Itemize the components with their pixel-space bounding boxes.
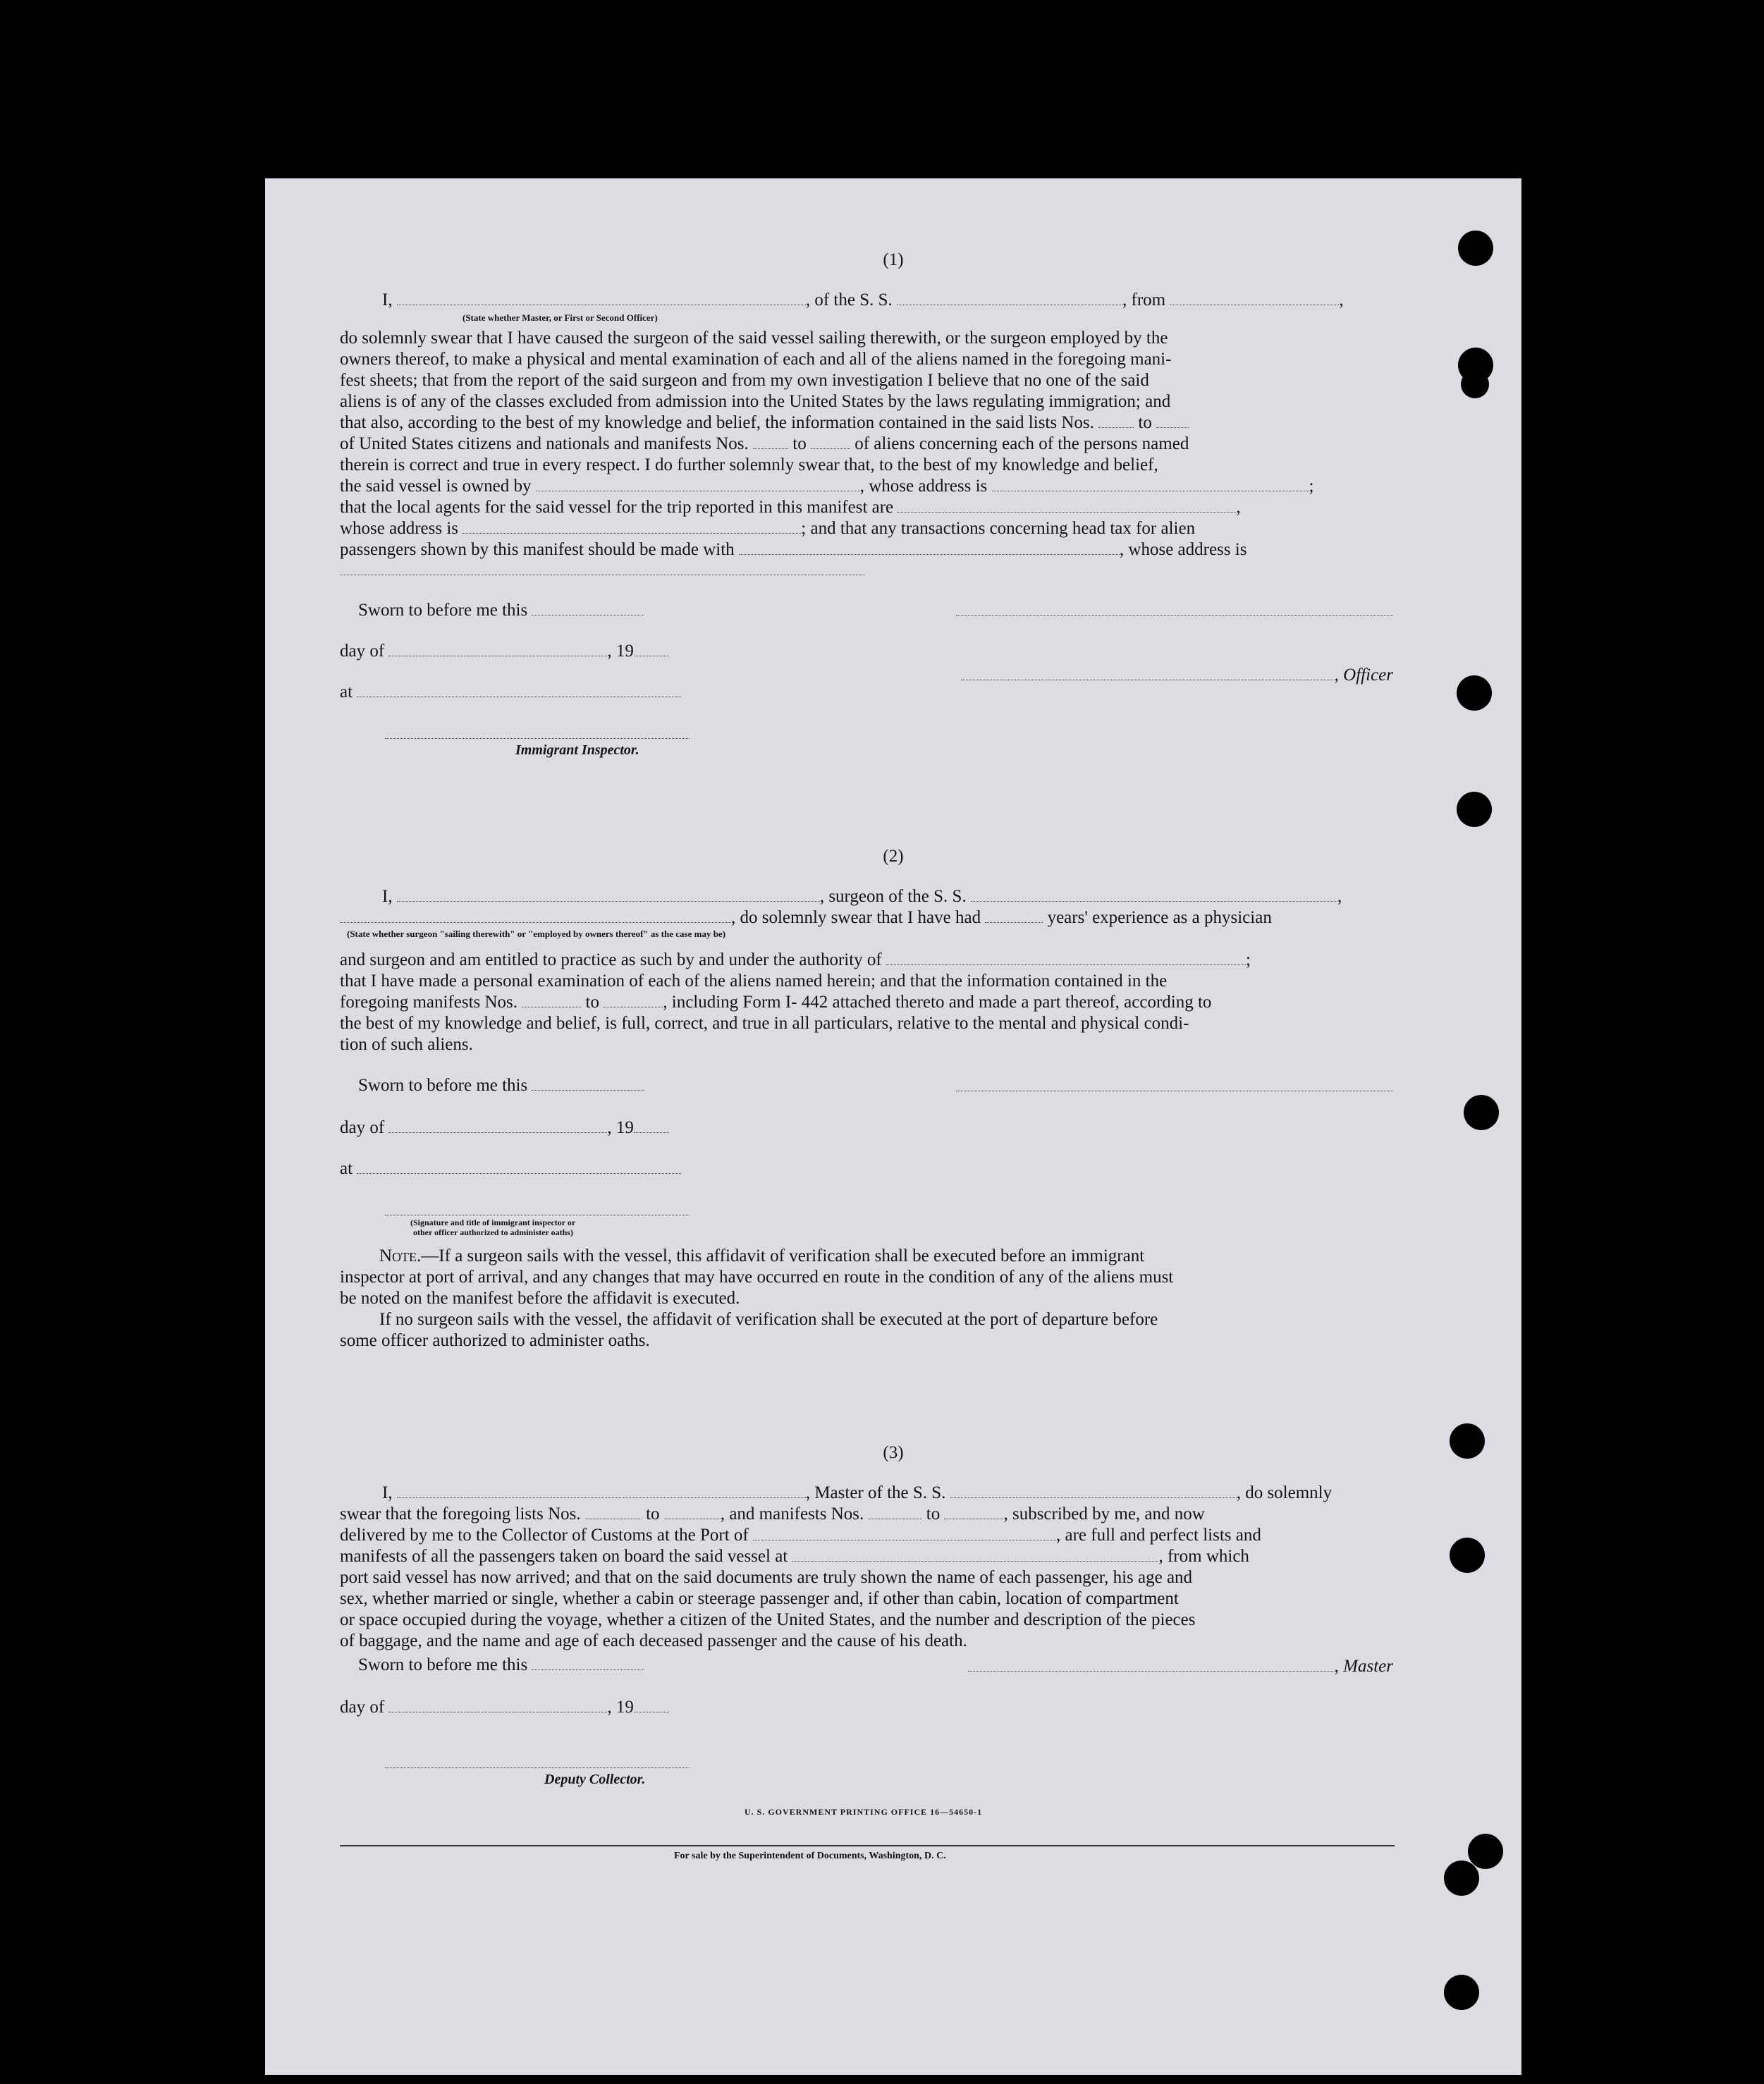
section-1-body: do solemnly swear that I have caused the surgeon of the said vessel sailing therewith, or the surgeon employed by the owners thereof, to make a physical and mental examination of each and all of the aliens named in the foregoing mani- fest sheets; that from the report of the said surgeon and from my own investigation I believe that no one of the said aliens is of any of the classes excluded from admission into the United States by the laws regulating immigration; and	[340, 329, 1172, 411]
punch-hole	[1444, 1975, 1479, 2010]
section-3-body: port said vessel has now arrived; and that on the said documents are truly shown the name of each passenger, his age and sex, whether married or single, whether a cabin or steerage passenger and, if other than cabin, location of compartment or space occupied during the voyage, whether a citizen of the United States, and the number and description of the pieces of baggage, and the name and age of each deceased passenger and the cause of his death.	[340, 1568, 1196, 1650]
master-signature: , Master	[956, 1656, 1393, 1677]
section-1-at: at	[340, 682, 833, 703]
section-1-sworn: Sworn to before me this	[358, 600, 781, 621]
section-2-line-2: , do solemnly swear that I have had years' experience as a physician	[340, 907, 1395, 928]
deputy-signature-line	[385, 1767, 690, 1768]
section-1-heading: (1)	[883, 250, 904, 269]
printing-office-code: U. S. GOVERNMENT PRINTING OFFICE 16—54650-1	[745, 1807, 983, 1817]
section-3-day-of: day of , 19	[340, 1697, 833, 1718]
note-line-3: be noted on the manifest before the affidavit is executed.	[340, 1289, 740, 1308]
section-1-lists-line: that also, according to the best of my knowledge and belief, the information contained in the said lists Nos. to	[340, 412, 1395, 434]
section-3-line-3: delivered by me to the Collector of Customs at the Port of , are full and perfect lists and	[340, 1526, 1261, 1545]
note-line-4: If no surgeon sails with the vessel, the affidavit of verification shall be executed at the port of departure before	[379, 1310, 1158, 1329]
sale-notice: For sale by the Superintendent of Documents, Washington, D. C.	[674, 1851, 946, 1861]
section-1-manifests-line: of United States citizens and nationals and manifests Nos. to of aliens concerning each of the persons named	[340, 434, 1189, 453]
note-line-5: some officer authorized to administer oaths.	[340, 1331, 650, 1350]
section-2-line-7: tion of such aliens.	[340, 1035, 473, 1054]
punch-hole	[1450, 1538, 1485, 1573]
section-3-line-1: I, , Master of the S. S. , do solemnly	[382, 1483, 1333, 1502]
inspector-signature-line	[385, 738, 690, 739]
section-3-line-2: swear that the foregoing lists Nos. to , and manifests Nos. to , subscribed by me, and now	[340, 1504, 1205, 1524]
section-3-sworn: Sworn to before me this	[358, 1655, 781, 1676]
immigrant-inspector-label: Immigrant Inspector.	[515, 742, 639, 758]
section-1-agents-line: that the local agents for the said vessel for the trip reported in this manifest are ,	[340, 498, 1241, 517]
section-2-line-4: that I have made a personal examination of each of the aliens named herein; and that the information contained in the	[340, 971, 1168, 991]
section-3-line-4: manifests of all the passengers taken on board the said vessel at , from which	[340, 1547, 1249, 1566]
section-2-signer-caption-1: (Signature and title of immigrant inspector or	[410, 1218, 576, 1227]
officer-label: , Officer	[956, 665, 1393, 686]
punch-hole	[1457, 792, 1492, 827]
section-1-therein-line: therein is correct and true in every respect. I do further solemnly swear that, to the best of my knowledge and belief,	[340, 455, 1158, 474]
section-2-line-1: I, , surgeon of the S. S. ,	[382, 887, 1342, 906]
section-2-at: at	[340, 1158, 833, 1179]
section-2-line-3: and surgeon and am entitled to practice as such by and under the authority of ;	[340, 950, 1251, 969]
form-page	[265, 178, 1521, 2075]
section-2-sworn: Sworn to before me this	[358, 1075, 781, 1096]
section-3-heading: (3)	[883, 1443, 904, 1462]
footer-rule	[340, 1845, 1395, 1846]
section-2-signer-caption-2: other officer authorized to administer oaths)	[413, 1227, 573, 1237]
punch-hole	[1461, 370, 1489, 398]
punch-hole	[1468, 1834, 1503, 1869]
note-line-2: inspector at port of arrival, and any changes that may have occurred en route in the condition of any of the aliens must	[340, 1268, 1174, 1287]
section-2-line-6: the best of my knowledge and belief, is full, correct, and true in all particulars, relative to the mental and physical condi-	[340, 1014, 1189, 1033]
officer-signature-line	[956, 615, 1393, 616]
deputy-collector-label: Deputy Collector.	[544, 1772, 646, 1787]
section-1-day-of: day of , 19	[340, 641, 833, 662]
punch-hole	[1464, 1095, 1499, 1130]
section-2-line-5: foregoing manifests Nos. to , including Form I- 442 attached thereto and made a part thereof, according to	[340, 993, 1212, 1012]
section-1-whose-line: whose address is ; and that any transactions concerning head tax for alien	[340, 519, 1196, 538]
punch-hole	[1457, 675, 1492, 711]
section-1-caption: (State whether Master, or First or Second Officer)	[463, 312, 658, 323]
section-1-line-1: I, , of the S. S. , from ,	[382, 290, 1344, 309]
punch-hole	[1444, 1861, 1479, 1896]
section-1-owned-line: the said vessel is owned by , whose address is ;	[340, 477, 1314, 496]
section-2-heading: (2)	[883, 847, 904, 866]
section-2-caption: (State whether surgeon "sailing therewith" or "employed by owners thereof" as the case may be)	[347, 928, 726, 939]
note-line-1: Note.—If a surgeon sails with the vessel, this affidavit of verification shall be executed before an immigrant	[379, 1246, 1145, 1265]
section-2-day-of: day of , 19	[340, 1117, 833, 1139]
section-1-passengers-line: passengers shown by this manifest should be made with , whose address is	[340, 540, 1247, 559]
